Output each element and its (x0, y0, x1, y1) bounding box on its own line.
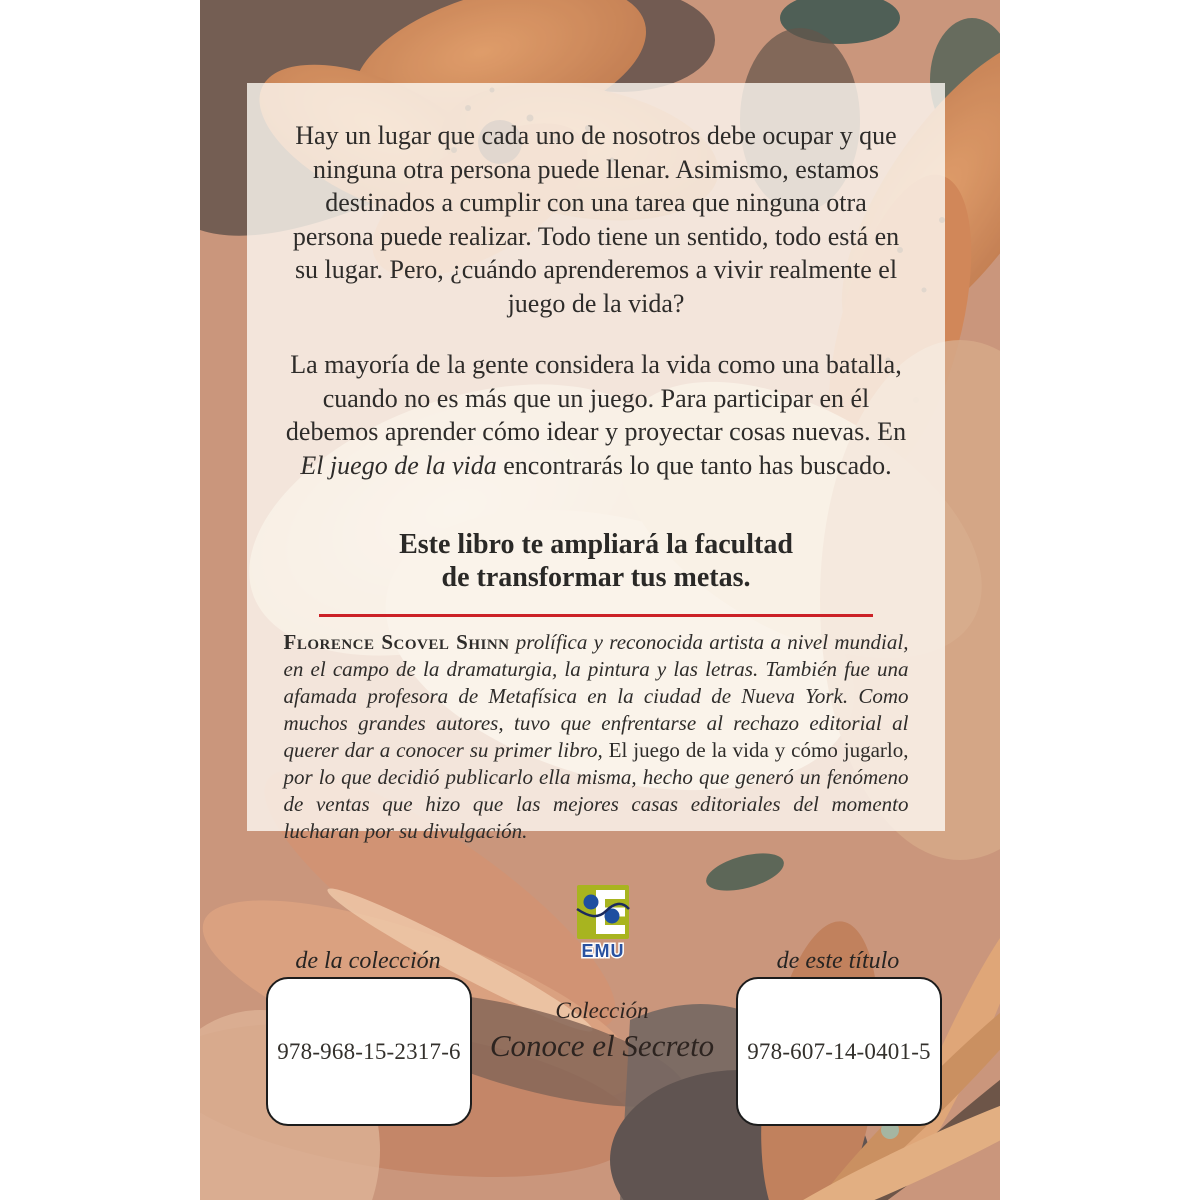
collection-label: Colección (555, 998, 649, 1023)
intro-paragraph: Hay un lugar que cada uno de nosotros debe ocupar y que ninguna otra persona puede llenar. Asimismo, estamos destinados a cumplir con una tarea que ninguna otra persona puede realizar. Todo tiene un sentido, todo está en su lugar. Pero, ¿cuándo aprenderemos a vivir realmente el juego de la vida? (292, 121, 900, 318)
red-divider (319, 614, 873, 617)
bio-text-2: por lo que decidió publicarlo ella misma, hecho que generó un fenómeno de ventas que hizo que las mejores casas editoriales del momento lucharan por su divulgación. (283, 765, 909, 843)
second-paragraph-post: encontrarás lo que tanto has buscado. (496, 450, 892, 480)
collection-isbn: 978-968-15-2317-6 (277, 1038, 461, 1064)
bio-book-title: El juego de la vida y cómo jugarlo, (608, 738, 909, 762)
emu-publisher-logo (574, 883, 632, 961)
headline-line-1: Este libro te ampliará la facultad (399, 529, 793, 560)
collection-isbn-box (266, 977, 472, 1126)
collection-barcode-label: de la colección (295, 948, 441, 974)
author-name: Florence Scovel Shinn (283, 630, 510, 654)
title-barcode-label: de este título (776, 948, 900, 974)
bio-text-1: prolífica y reconocida artista a nivel mundial, en el campo de la dramaturgia, la pintura y las letras. También fue una afamada profesora de Metafísica en la ciudad de Nueva York. Como muchos grandes autores, tuvo que enfrentarse al rechazo editorial al querer dar a conocer su primer libro, (283, 630, 909, 762)
headline-line-2: de transformar tus metas. (441, 562, 751, 593)
emu-logo-text: EMU (581, 941, 625, 961)
second-paragraph-pre: La mayoría de la gente considera la vida como una batalla, cuando no es más que un juego. Para participar en él debemos aprender cómo idear y proyectar cosas nuevas. En (285, 350, 907, 446)
collection-title-block (458, 998, 746, 1064)
headline (247, 528, 945, 594)
title-isbn-box (736, 977, 942, 1126)
book-title-inline: El juego de la vida (300, 450, 497, 480)
title-isbn: 978-607-14-0401-5 (747, 1038, 931, 1064)
text-panel (247, 83, 945, 843)
second-paragraph (284, 348, 909, 482)
collection-name: Conoce el Secreto (489, 1028, 715, 1063)
author-bio (284, 629, 909, 845)
emu-logo-icon (574, 883, 632, 961)
